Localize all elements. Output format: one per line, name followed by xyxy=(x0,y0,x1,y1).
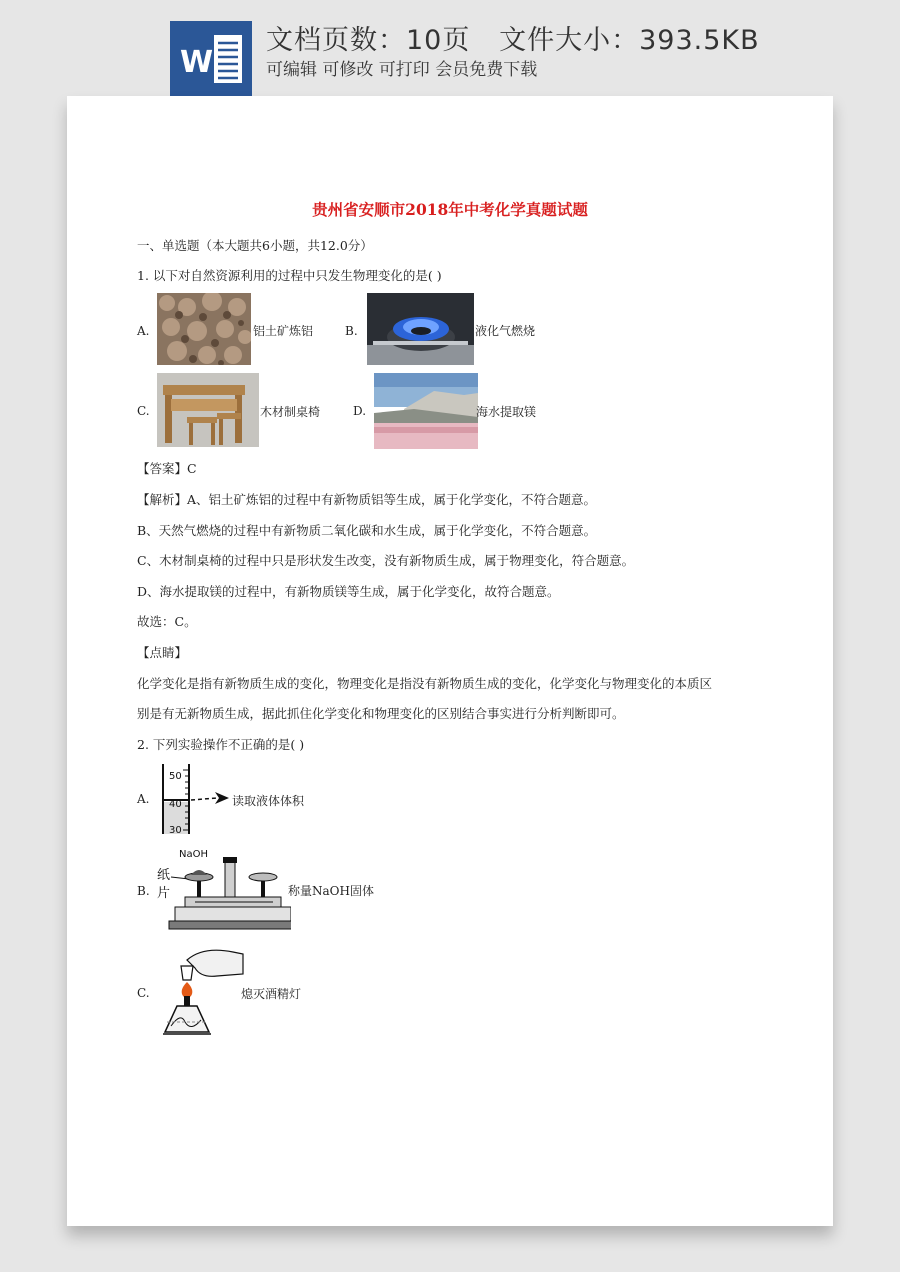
cylinder-tick-30: 30 xyxy=(169,825,182,836)
balance-diagram xyxy=(155,847,291,935)
download-banner xyxy=(0,0,900,96)
alcohol-lamp-diagram xyxy=(157,946,247,1044)
paper-label-2: 片 xyxy=(157,886,171,901)
gas-flame-image xyxy=(367,293,474,365)
question-2-stem: 2. 下列实验操作不正确的是( ) xyxy=(137,737,305,752)
q1-analysis-d: D、海水提取镁的过程中，有新物质镁等生成，属于化学变化，故符合题意。 xyxy=(137,584,560,599)
file-info-title: 文档页数：10页 文件大小：393.5KB xyxy=(266,25,760,56)
q1-option-a-text: 铝土矿炼铝 xyxy=(253,324,314,338)
q1-analysis-c: C、木材制桌椅的过程中只是形状发生改变，没有新物质生成，属于物理变化，符合题意。 xyxy=(137,553,635,568)
q1-option-b-letter: B. xyxy=(345,324,358,338)
q2-option-b-letter: B. xyxy=(137,884,150,898)
q1-option-b-text: 液化气燃烧 xyxy=(475,324,536,338)
cylinder-tick-50: 50 xyxy=(169,771,182,782)
q1-comment-line-2: 别是有无新物质生成，据此抓住化学变化和物理变化的区别结合事实进行分析判断即可。 xyxy=(137,706,625,721)
q1-option-d-letter: D. xyxy=(353,404,367,418)
document-page xyxy=(67,96,833,1226)
q2-option-a-text: 读取液体体积 xyxy=(232,794,305,808)
q1-comment-head: 【点睛】 xyxy=(137,645,188,660)
flame-icon xyxy=(182,982,193,998)
q1-option-c-letter: C. xyxy=(137,404,150,418)
bauxite-image xyxy=(157,293,251,365)
file-info-subtitle: 可编辑 可修改 可打印 会员免费下载 xyxy=(266,60,538,80)
q2-option-b-text: 称量NaOH固体 xyxy=(288,884,374,898)
wooden-desk-image xyxy=(157,373,259,447)
q1-answer: 【答案】C xyxy=(137,461,197,476)
svg-text:W: W xyxy=(180,45,214,80)
q2-option-c-letter: C. xyxy=(137,986,150,1000)
q2-option-c-text: 熄灭酒精灯 xyxy=(241,987,302,1001)
cylinder-tick-40: 40 xyxy=(169,799,182,810)
q1-analysis-a: 【解析】A、铝土矿炼铝的过程中有新物质铝等生成，属于化学变化，不符合题意。 xyxy=(137,492,597,507)
naoh-label: NaOH xyxy=(179,849,208,860)
q1-option-a-letter: A. xyxy=(137,324,150,338)
paper-label-1: 纸 xyxy=(157,868,171,883)
q1-option-c-text: 木材制桌椅 xyxy=(260,405,321,419)
page-title: 贵州省安顺市2018年中考化学真题试题 xyxy=(312,200,588,219)
q1-comment-line-1: 化学变化是指有新物质生成的变化，物理变化是指没有新物质生成的变化，化学变化与物理变化的本质区 xyxy=(137,676,713,691)
q1-option-d-text: 海水提取镁 xyxy=(476,405,537,419)
hand-icon xyxy=(187,950,243,976)
eye-icon xyxy=(215,792,229,804)
lamp-cap-icon xyxy=(181,966,193,980)
graduated-cylinder-diagram xyxy=(155,762,235,836)
q1-analysis-b: B、天然气燃烧的过程中有新物质二氧化碳和水生成，属于化学变化，不符合题意。 xyxy=(137,523,597,538)
word-icon xyxy=(170,21,252,96)
section-heading: 一、单选题（本大题共6小题，共12.0分） xyxy=(137,238,373,253)
q2-option-a-letter: A. xyxy=(137,792,150,806)
q1-conclusion: 故选：C。 xyxy=(137,614,197,629)
seawater-image xyxy=(374,373,478,449)
question-1-stem: 1. 以下对自然资源利用的过程中只发生物理变化的是( ) xyxy=(137,268,442,283)
